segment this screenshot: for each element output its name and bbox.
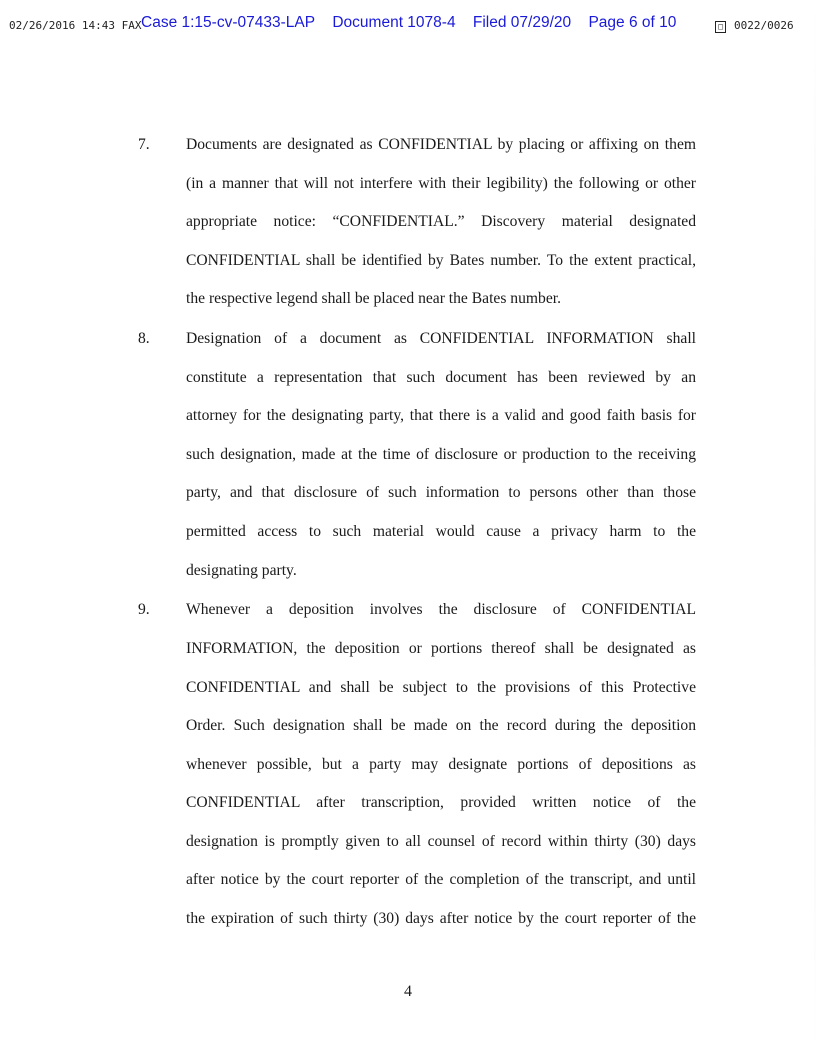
- ecf-filed-date: Filed 07/29/20: [472, 14, 572, 31]
- ecf-document-number: Document 1078-4: [332, 14, 456, 31]
- paragraph-line: appropriate notice: “CONFIDENTIAL.” Discovery material designated: [186, 213, 696, 230]
- paragraph-line: Whenever a deposition involves the disclosure of CONFIDENTIAL: [186, 601, 696, 618]
- paragraph-number: 8.: [138, 330, 150, 347]
- paragraph-line: CONFIDENTIAL shall be identified by Bates number. To the extent practical,: [186, 252, 696, 269]
- ecf-filing-header: [141, 14, 676, 32]
- paragraph-line: permitted access to such material would cause a privacy harm to the: [186, 523, 696, 540]
- paragraph-line: Documents are designated as CONFIDENTIAL by placing or affixing on them: [186, 136, 696, 153]
- paragraph-line: constitute a representation that such document has been reviewed by an: [186, 369, 696, 386]
- paragraph-number: 9.: [138, 601, 150, 618]
- paragraph-line: designation is promptly given to all counsel of record within thirty (30) days: [186, 833, 696, 850]
- fax-timestamp-left: 02/26/2016 14:43 FAX: [9, 19, 142, 32]
- ecf-case-number: Case 1:15-cv-07433-LAP: [141, 14, 316, 31]
- paragraph-line: CONFIDENTIAL after transcription, provided written notice of the: [186, 794, 696, 811]
- paragraph-line: such designation, made at the time of disclosure or production to the receiving: [186, 446, 696, 463]
- page-number: 4: [404, 983, 412, 1000]
- paragraph-line: after notice by the court reporter of the completion of the transcript, and until: [186, 871, 696, 888]
- paragraph-line: the expiration of such thirty (30) days after notice by the court reporter of the: [186, 910, 696, 927]
- paragraph-line: party, and that disclosure of such information to persons other than those: [186, 484, 696, 501]
- paragraph-line: CONFIDENTIAL and shall be subject to the provisions of this Protective: [186, 679, 696, 696]
- paragraph-line: INFORMATION, the deposition or portions thereof shall be designated as: [186, 640, 696, 657]
- fax-timestamp-right: 0022/0026: [734, 19, 794, 32]
- ecf-page-count: Page 6 of 10: [588, 14, 677, 31]
- paragraph-line: Order. Such designation shall be made on the record during the deposition: [186, 717, 696, 734]
- paragraph-line: Designation of a document as CONFIDENTIAL INFORMATION shall: [186, 330, 696, 347]
- paragraph-line: designating party.: [186, 562, 297, 579]
- paragraph-line: whenever possible, but a party may designate portions of depositions as: [186, 756, 696, 773]
- paragraph-line: (in a manner that will not interfere with their legibility) the following or other: [186, 175, 696, 192]
- paragraph-line: attorney for the designating party, that there is a valid and good faith basis for: [186, 407, 696, 424]
- fax-page-icon: □: [715, 21, 726, 33]
- paragraph-line: the respective legend shall be placed near the Bates number.: [186, 290, 561, 307]
- paragraph-number: 7.: [138, 136, 150, 153]
